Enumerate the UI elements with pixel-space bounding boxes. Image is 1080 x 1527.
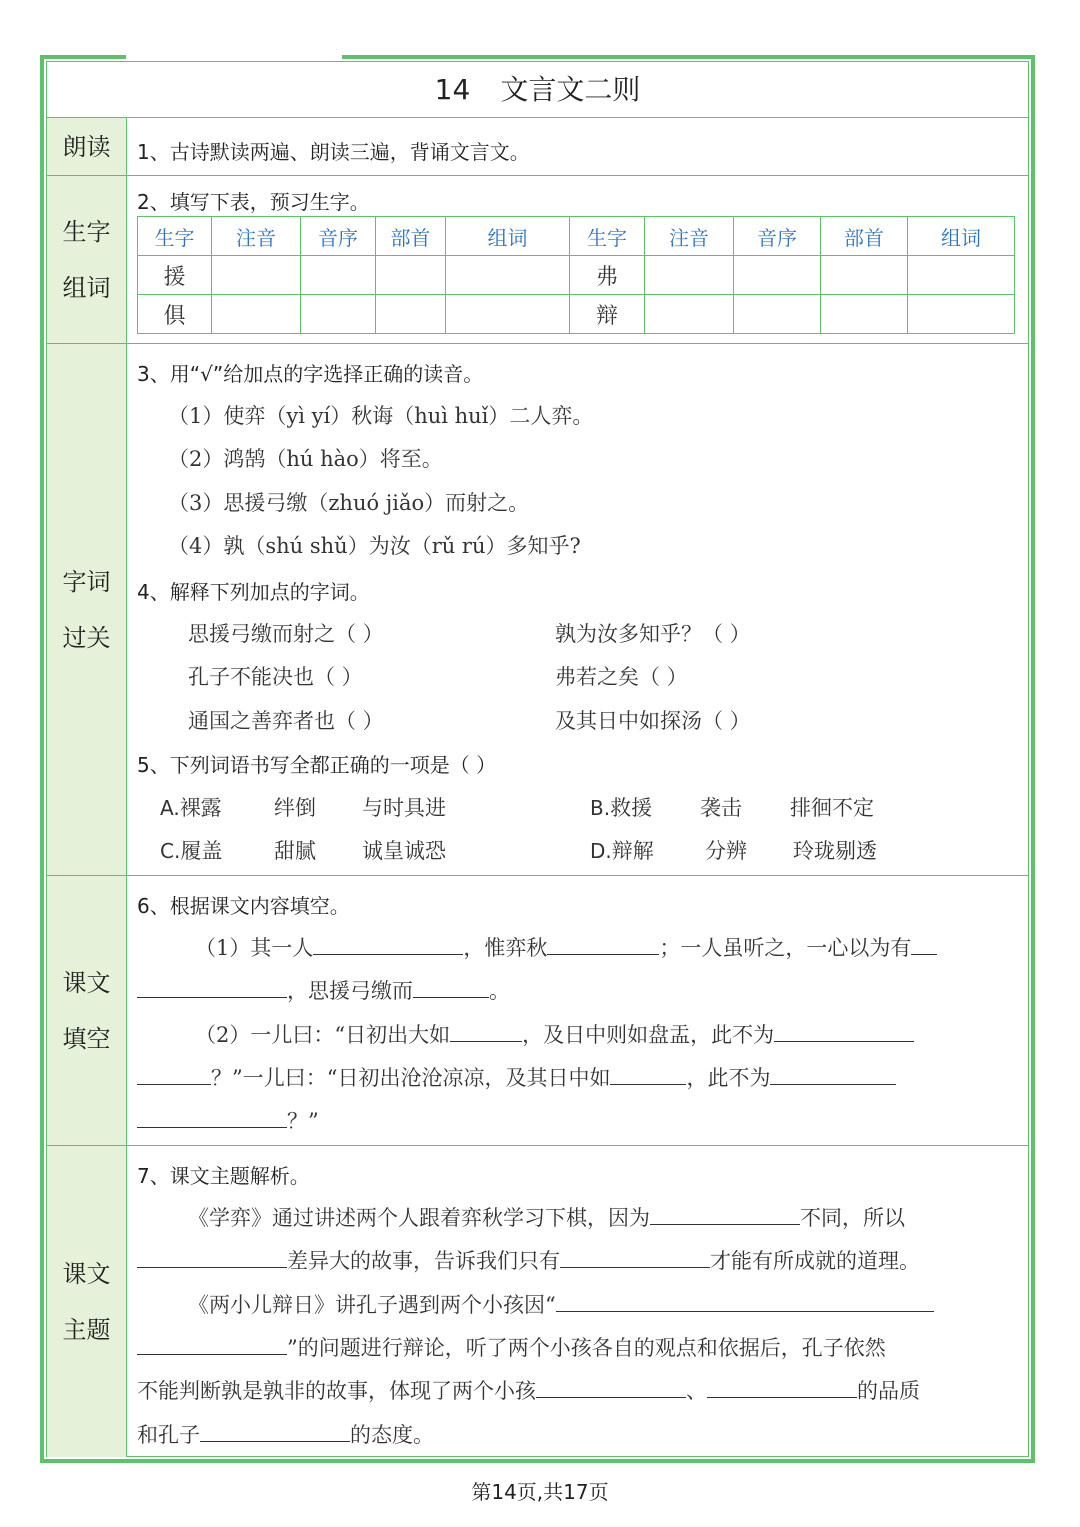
text: 不同，所以 [800, 1206, 905, 1230]
table-cell[interactable] [908, 256, 1015, 295]
q3-item-3: （3）思援弓缴（zhuó jiǎo）而射之。 [168, 491, 530, 515]
blank[interactable] [137, 1064, 211, 1085]
text: ？” [287, 1109, 319, 1133]
text: ”的问题进行辩论，听了两个小孩各自的观点和依据后，孔子依然 [287, 1336, 886, 1360]
text: （2）一儿曰：“日初出大如 [195, 1023, 451, 1047]
q6-line-1 [195, 932, 937, 962]
q6-line-5 [137, 1105, 319, 1135]
q6-line-4 [137, 1062, 896, 1092]
table-cell[interactable] [301, 256, 376, 295]
section-label-fill [47, 876, 126, 1145]
blank[interactable] [547, 934, 659, 955]
q4-item-5: 通国之善弈者也（ ） [188, 709, 384, 733]
question-1: 1、古诗默读两遍、朗读三遍，背诵文言文。 [137, 140, 530, 164]
page-footer: 第14页,共17页 [471, 1480, 609, 1504]
option-letter: A. [160, 796, 180, 820]
divider [46, 343, 1029, 344]
label-text: 组词 [62, 273, 111, 302]
blank[interactable] [911, 934, 937, 955]
question-5: 5、下列词语书写全都正确的一项是（ ） [137, 753, 497, 777]
blank[interactable] [137, 1334, 287, 1355]
text: 才能有所成就的道理。 [710, 1249, 920, 1273]
q4-item-4: 弗若之矣（ ） [555, 665, 688, 689]
table-cell[interactable] [376, 295, 446, 334]
option-word: 裸露 [179, 796, 222, 820]
q4-item-1: 思援弓缴而射之（ ） [188, 622, 384, 646]
table-cell[interactable] [645, 256, 734, 295]
text: 不能判断孰是孰非的故事，体现了两个小孩 [137, 1379, 536, 1403]
option-letter: C. [160, 839, 181, 863]
text: 的态度。 [350, 1423, 434, 1447]
table-header: 组词 [446, 217, 570, 256]
option-d-word-3: 玲珑剔透 [793, 839, 877, 863]
table-header: 组词 [908, 217, 1015, 256]
q4-item-3: 孔子不能决也（ ） [188, 665, 363, 689]
option-c-word-3: 诚皇诚恐 [362, 839, 446, 863]
question-7: 7、课文主题解析。 [137, 1164, 310, 1188]
table-header: 生字 [138, 217, 212, 256]
divider [46, 175, 1029, 176]
table-header: 注音 [212, 217, 301, 256]
text: ，思援弓缴而 [287, 979, 413, 1003]
q7-line-5 [137, 1375, 920, 1405]
blank[interactable] [774, 1021, 914, 1042]
q3-item-2: （2）鸿鹄（hú hào）将至。 [168, 447, 443, 471]
blank[interactable] [770, 1064, 896, 1085]
blank[interactable] [556, 1291, 934, 1312]
label-text: 朗读 [62, 132, 111, 161]
table-row [138, 295, 1015, 334]
text: ；一人虽听之，一心以为有 [659, 936, 912, 960]
q6-line-3 [195, 1019, 914, 1049]
blank[interactable] [650, 1204, 800, 1225]
text: 。 [489, 979, 510, 1003]
table-cell: 俱 [138, 295, 212, 334]
q4-item-2: 孰为汝多知乎？（ ） [555, 622, 751, 646]
option-a[interactable] [160, 792, 222, 822]
divider [46, 1145, 1029, 1146]
label-text: 课文 [62, 1259, 111, 1288]
option-a-word-2: 绊倒 [274, 796, 316, 820]
table-cell[interactable] [212, 295, 301, 334]
label-text: 生字 [62, 217, 111, 246]
page-title [46, 64, 1029, 116]
q7-line-3 [188, 1289, 934, 1319]
blank[interactable] [313, 934, 463, 955]
text: 的品质 [857, 1379, 920, 1403]
label-text: 课文 [62, 968, 111, 997]
option-word: 救援 [610, 796, 653, 820]
divider [46, 117, 1029, 118]
divider [46, 875, 1029, 876]
table-cell[interactable] [908, 295, 1015, 334]
q3-item-1: （1）使弈（yì yí）秋诲（huì huǐ）二人弈。 [168, 404, 594, 428]
blank[interactable] [413, 977, 489, 998]
option-b[interactable] [590, 792, 652, 822]
text: 和孔子 [137, 1423, 200, 1447]
blank[interactable] [560, 1247, 710, 1268]
table-cell: 援 [138, 256, 212, 295]
blank[interactable] [137, 1247, 287, 1268]
question-6: 6、根据课文内容填空。 [137, 894, 350, 918]
table-header: 部首 [376, 217, 446, 256]
option-word: 辩解 [611, 839, 654, 863]
section-label-reading [47, 118, 126, 175]
option-a-word-3: 与时具进 [362, 796, 446, 820]
option-b-word-2: 袭击 [700, 796, 742, 820]
blank[interactable] [200, 1421, 350, 1442]
text: 差异大的故事，告诉我们只有 [287, 1249, 560, 1273]
table-header: 音序 [301, 217, 376, 256]
table-header-row [138, 217, 1015, 256]
section-label-words [47, 344, 126, 875]
text: （1）其一人 [195, 936, 314, 960]
column-divider [126, 117, 127, 1457]
label-text: 填空 [62, 1024, 111, 1053]
option-letter: B. [590, 796, 611, 820]
blank[interactable] [450, 1021, 522, 1042]
question-3: 3、用“√”给加点的字选择正确的读音。 [137, 362, 484, 386]
table-cell[interactable] [734, 295, 821, 334]
option-c[interactable] [160, 835, 222, 865]
label-text: 过关 [62, 623, 111, 652]
blank[interactable] [536, 1377, 686, 1398]
table-cell[interactable] [301, 295, 376, 334]
option-b-word-3: 排徊不定 [790, 796, 874, 820]
question-2: 2、填写下表，预习生字。 [137, 190, 370, 214]
label-text: 字词 [62, 567, 111, 596]
q7-line-1 [188, 1202, 905, 1232]
q7-line-2 [137, 1245, 920, 1275]
text: ，惟弈秋 [463, 936, 548, 960]
table-cell[interactable] [446, 256, 570, 295]
option-d[interactable] [590, 835, 654, 865]
blank[interactable] [137, 1107, 287, 1128]
q3-item-4: （4）孰（shú shǔ）为汝（rǔ rú）多知乎? [168, 534, 581, 558]
option-letter: D. [590, 839, 612, 863]
blank[interactable] [137, 977, 287, 998]
text: 《两小儿辩日》讲孔子遇到两个小孩因“ [188, 1293, 556, 1317]
table-header: 生字 [570, 217, 645, 256]
table-cell[interactable] [821, 256, 908, 295]
option-c-word-2: 甜腻 [274, 839, 316, 863]
text: 、 [686, 1379, 707, 1403]
lesson-number: 14 [434, 73, 471, 106]
vocab-table [137, 216, 1015, 334]
table-cell[interactable] [821, 295, 908, 334]
table-cell[interactable] [645, 295, 734, 334]
blank[interactable] [707, 1377, 857, 1398]
table-cell[interactable] [734, 256, 821, 295]
q4-item-6: 及其日中如探汤（ ） [555, 709, 751, 733]
lesson-title: 文言文二则 [500, 73, 641, 106]
text: 《学弈》通过讲述两个人跟着弈秋学习下棋，因为 [188, 1206, 650, 1230]
section-label-chars [47, 176, 126, 343]
table-header: 注音 [645, 217, 734, 256]
table-cell: 弗 [570, 256, 645, 295]
table-cell: 辩 [570, 295, 645, 334]
table-row [138, 256, 1015, 295]
text: ，及日中则如盘盂，此不为 [522, 1023, 775, 1047]
q7-line-6 [137, 1419, 434, 1449]
text: ？”一儿曰：“日初出沧沧凉凉，及其日中如 [211, 1066, 611, 1090]
table-cell[interactable] [446, 295, 570, 334]
table-cell[interactable] [212, 256, 301, 295]
table-header: 音序 [734, 217, 821, 256]
table-header: 部首 [821, 217, 908, 256]
section-label-theme [47, 1146, 126, 1457]
label-text: 主题 [62, 1315, 111, 1344]
q6-line-2 [137, 975, 510, 1005]
blank[interactable] [610, 1064, 686, 1085]
table-cell[interactable] [376, 256, 446, 295]
text: ，此不为 [686, 1066, 771, 1090]
q7-line-4 [137, 1332, 886, 1362]
question-4: 4、解释下列加点的字词。 [137, 580, 370, 604]
option-word: 履盖 [180, 839, 223, 863]
option-d-word-2: 分辨 [705, 839, 747, 863]
